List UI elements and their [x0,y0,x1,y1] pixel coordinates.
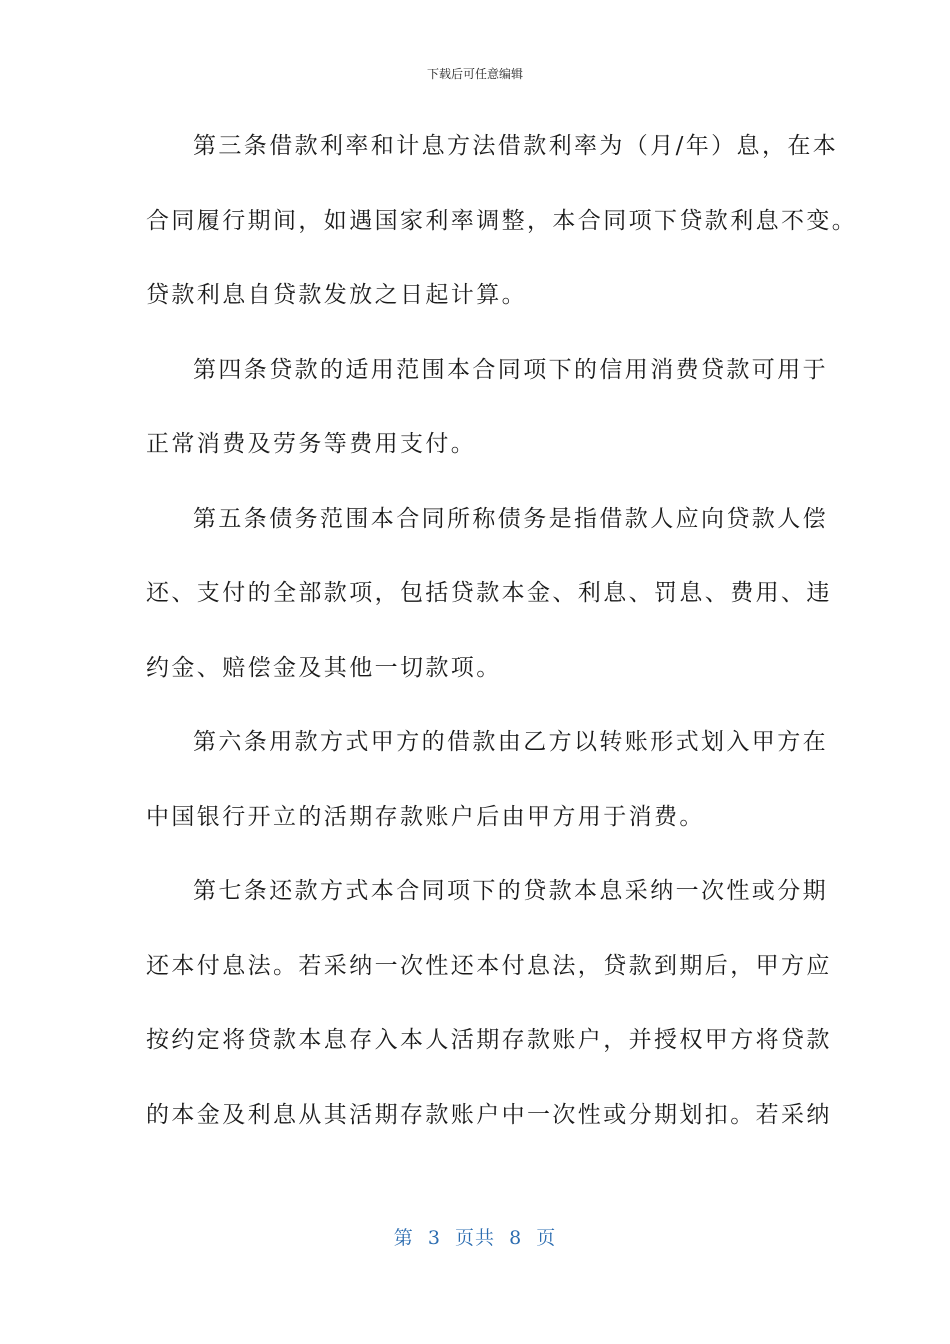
paragraph-line: 中国银行开立的活期存款账户后由甲方用于消费。 [146,803,705,830]
paragraph-line: 贷款利息自贷款发放之日起计算。 [146,282,527,308]
paragraph-line: 还本付息法。若采纳一次性还本付息法，贷款到期后，甲方应 [146,952,832,979]
paragraph-line: 还、支付的全部款项，包括贷款本金、利息、罚息、费用、违 [146,580,832,606]
paragraph-line: 按约定将贷款本息存入本人活期存款账户，并授权甲方将贷款 [146,1027,832,1053]
page-number-footer: 第 3 页共 8 页 [393,1227,557,1249]
paragraph-line: 第三条借款利率和计息方法借款利率为（月/年）息，在本 [193,133,839,159]
paragraph-line: 合同履行期间，如遇国家利率调整，本合同项下贷款利息不变。 [146,207,858,234]
paragraph-line: 第四条贷款的适用范围本合同项下的信用消费贷款可用于 [193,356,828,383]
page-header: 下载后可任意编辑 [426,67,523,81]
paragraph-line: 第六条用款方式甲方的借款由乙方以转账形式划入甲方在 [193,729,828,755]
paragraph-line: 的本金及利息从其活期存款账户中一次性或分期划扣。若采纳 [146,1101,832,1128]
paragraph-line: 第七条还款方式本合同项下的贷款本息采纳一次性或分期 [193,878,828,904]
paragraph-line: 正常消费及劳务等费用支付。 [146,431,477,457]
paragraph-line: 约金、赔偿金及其他一切款项。 [146,654,502,681]
document-body [146,123,858,1166]
paragraph-line: 第五条债务范围本合同所称债务是指借款人应向贷款人偿 [193,505,828,532]
